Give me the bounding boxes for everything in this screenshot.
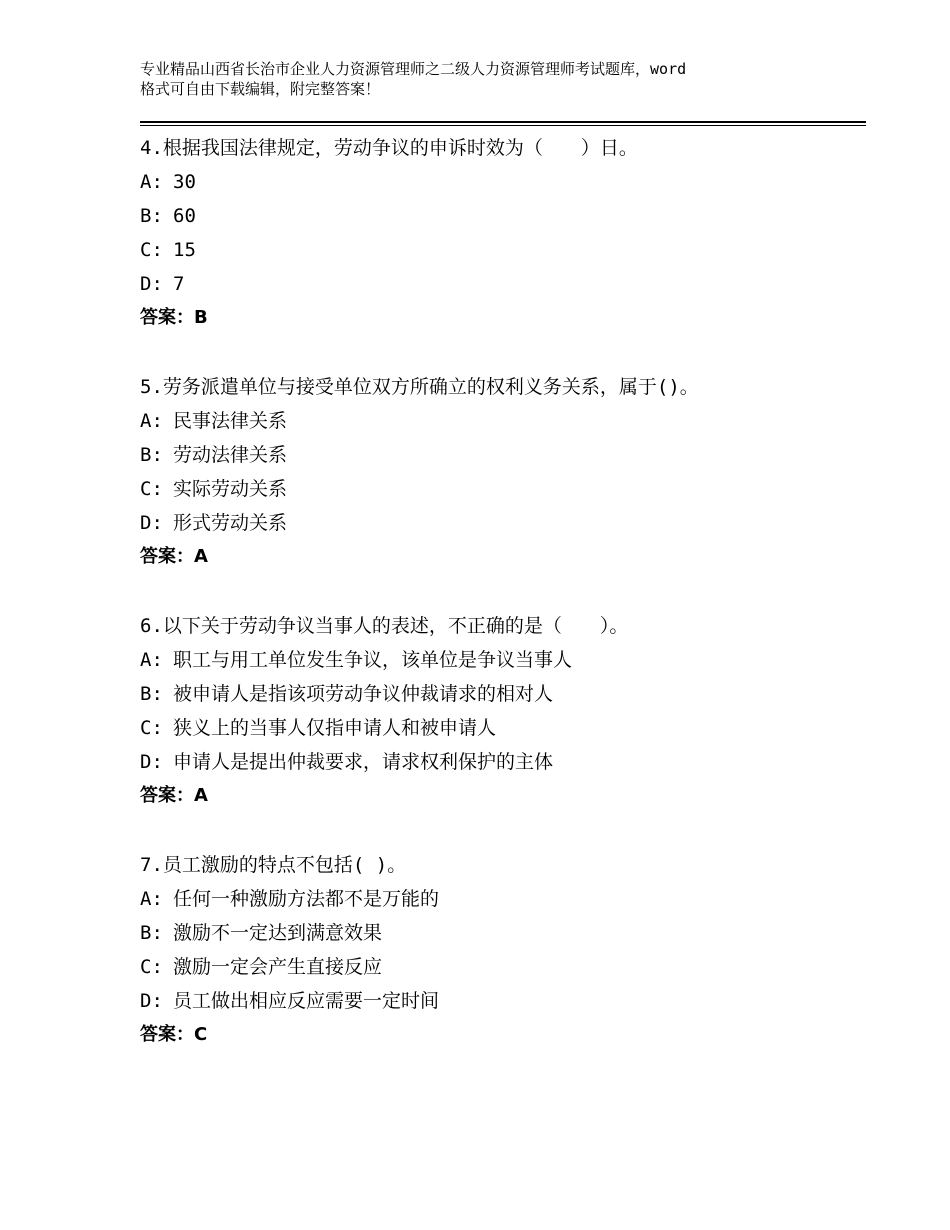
option-b [140, 199, 860, 233]
option-c [140, 950, 860, 984]
question-list [140, 131, 860, 1052]
option-text: 7 [173, 273, 185, 295]
question-5 [140, 370, 860, 574]
option-letter: D: [140, 751, 163, 773]
option-text: 员工做出相应反应需要一定时间 [173, 990, 440, 1012]
option-letter: A: [140, 171, 163, 193]
option-d [140, 984, 860, 1018]
answer-line: 答案：C [140, 1024, 208, 1045]
option-text: 职工与用工单位发生争议，该单位是争议当事人 [173, 649, 573, 671]
option-text: 民事法律关系 [173, 410, 288, 432]
option-text: 任何一种激励方法都不是万能的 [173, 888, 440, 910]
option-a [140, 404, 860, 438]
question-4 [140, 131, 860, 335]
option-letter: B: [140, 205, 163, 227]
option-text: 60 [173, 205, 196, 227]
answer-line: 答案：A [140, 546, 208, 567]
option-text: 30 [173, 171, 196, 193]
option-letter: D: [140, 273, 163, 295]
question-6 [140, 609, 860, 813]
option-d [140, 267, 860, 301]
option-text: 激励不一定达到满意效果 [173, 922, 383, 944]
option-letter: D: [140, 512, 163, 534]
option-text: 实际劳动关系 [173, 478, 288, 500]
option-letter: A: [140, 888, 163, 910]
document-header [140, 59, 830, 99]
option-c [140, 711, 860, 745]
answer-line: 答案：B [140, 307, 208, 328]
option-text: 激励一定会产生直接反应 [173, 956, 383, 978]
answer-line: 答案：A [140, 785, 208, 806]
header-rule-thin [140, 125, 866, 126]
option-c [140, 233, 860, 267]
option-letter: A: [140, 649, 163, 671]
question-stem: 6.以下关于劳动争议当事人的表述，不正确的是（ ）。 [140, 615, 629, 637]
option-letter: C: [140, 239, 163, 261]
option-b [140, 677, 860, 711]
question-stem: 7.员工激励的特点不包括( )。 [140, 854, 407, 876]
option-text: 劳动法律关系 [173, 444, 288, 466]
option-d [140, 745, 860, 779]
option-text: 狭义上的当事人仅指申请人和被申请人 [173, 717, 497, 739]
option-b [140, 438, 860, 472]
option-text: 被申请人是指该项劳动争议仲裁请求的相对人 [173, 683, 554, 705]
header-line-2: 格式可自由下载编辑，附完整答案！ [140, 80, 381, 98]
option-a [140, 882, 860, 916]
option-letter: A: [140, 410, 163, 432]
option-text: 申请人是提出仲裁要求，请求权利保护的主体 [173, 751, 554, 773]
option-a [140, 643, 860, 677]
option-letter: B: [140, 922, 163, 944]
option-d [140, 506, 860, 540]
option-letter: C: [140, 956, 163, 978]
option-a [140, 165, 860, 199]
option-c [140, 472, 860, 506]
option-letter: C: [140, 478, 163, 500]
question-stem: 4.根据我国法律规定，劳动争议的申诉时效为（ ）日。 [140, 137, 638, 159]
option-letter: B: [140, 683, 163, 705]
question-stem: 5.劳务派遣单位与接受单位双方所确立的权利义务关系，属于()。 [140, 376, 699, 398]
header-rule-thick [140, 121, 866, 123]
header-line-1: 专业精品山西省长治市企业人力资源管理师之二级人力资源管理师考试题库，word [140, 60, 687, 78]
option-letter: B: [140, 444, 163, 466]
option-letter: C: [140, 717, 163, 739]
option-text: 15 [173, 239, 196, 261]
question-7 [140, 848, 860, 1052]
option-b [140, 916, 860, 950]
option-text: 形式劳动关系 [173, 512, 288, 534]
option-letter: D: [140, 990, 163, 1012]
